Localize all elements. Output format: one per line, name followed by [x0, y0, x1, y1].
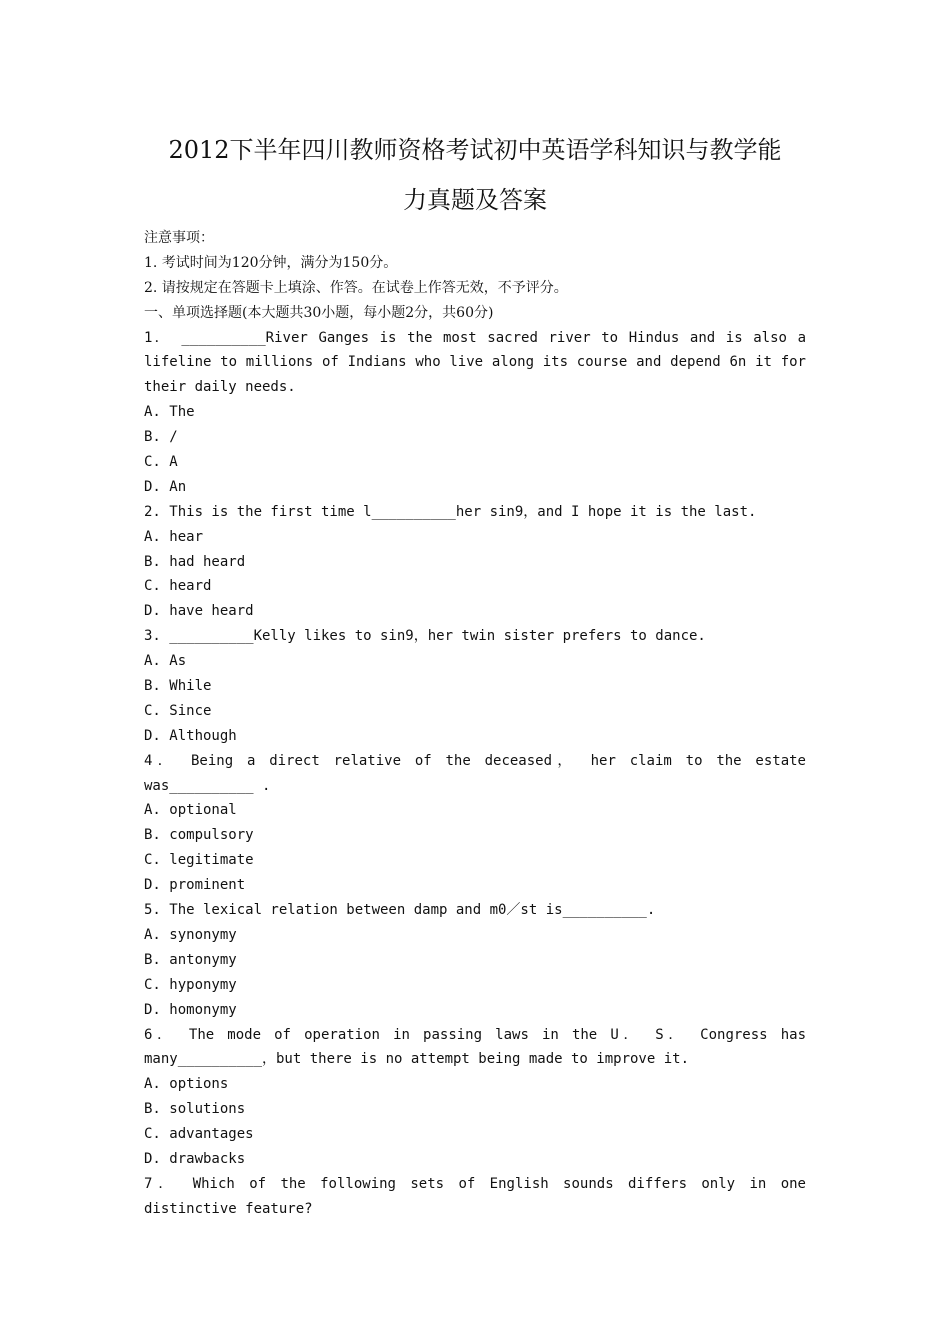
option-d: D. Although: [144, 727, 237, 744]
notes-item: 1. 考试时间为120分钟，满分为150分。: [144, 254, 398, 271]
option-b: B. solutions: [144, 1101, 246, 1118]
option-c: C. Since: [144, 702, 212, 719]
question-text-line: 2. This is the first time l__________her sin9，and I hope it is the last.: [144, 503, 757, 520]
question-text-line: many__________，but there is no attempt being made to improve it.: [144, 1051, 690, 1068]
question-1: [144, 326, 806, 500]
option-b: B. had heard: [144, 553, 246, 570]
page-title-line-1: 2012下半年四川教师资格考试初中英语学科知识与教学能: [168, 136, 782, 164]
question-text-line: 7． Which of the following sets of English sounds differs only in one: [144, 1175, 806, 1192]
option-c: C. heard: [144, 578, 212, 595]
option-a: A. As: [144, 653, 187, 670]
question-6: [144, 1023, 806, 1172]
section-heading: 一、单项选择题(本大题共30小题，每小题2分，共60分): [144, 304, 494, 321]
question-text-line: 3. __________Kelly likes to sin9，her twin sister prefers to dance.: [144, 628, 706, 645]
option-c: C. advantages: [144, 1126, 254, 1143]
page-title-line-2: 力真题及答案: [403, 186, 547, 214]
question-4: [144, 749, 806, 898]
question-3: [144, 624, 806, 748]
question-7: [144, 1172, 806, 1222]
option-c: C. legitimate: [144, 852, 254, 869]
question-text-line: 4． Being a direct relative of the deceased， her claim to the estate: [144, 752, 806, 769]
option-a: A. The: [144, 404, 195, 421]
option-b: B. antonymy: [144, 951, 237, 968]
document-body: [144, 226, 806, 1222]
option-c: C. hyponymy: [144, 976, 237, 993]
question-2: [144, 500, 806, 624]
option-a: A. options: [144, 1076, 229, 1093]
question-text-line: 1． __________River Ganges is the most sacred river to Hindus and is also a: [144, 329, 806, 346]
question-text-line: lifeline to millions of Indians who live along its course and depend 6n it for: [144, 354, 806, 371]
option-d: D. homonymy: [144, 1001, 237, 1018]
option-d: D. An: [144, 478, 187, 495]
question-text-line: distinctive feature?: [144, 1200, 313, 1217]
question-text-line: 5. The lexical relation between damp and m0／st is__________.: [144, 902, 656, 919]
notes-item: 2. 请按规定在答题卡上填涂、作答。在试卷上作答无效，不予评分。: [144, 279, 568, 296]
option-d: D. drawbacks: [144, 1150, 246, 1167]
question-5: [144, 898, 806, 1022]
option-c: C. A: [144, 454, 178, 471]
question-text-line: their daily needs.: [144, 379, 296, 396]
option-d: D. have heard: [144, 603, 254, 620]
option-b: B. While: [144, 678, 212, 695]
question-text-line: was__________ .: [144, 777, 271, 794]
question-text-line: 6． The mode of operation in passing laws in the U． S． Congress has: [144, 1026, 806, 1043]
option-b: B. /: [144, 429, 178, 446]
option-d: D. prominent: [144, 877, 246, 894]
option-a: A. synonymy: [144, 926, 237, 943]
option-a: A. optional: [144, 802, 237, 819]
notes-heading: 注意事项：: [144, 230, 214, 246]
option-b: B. compulsory: [144, 827, 254, 844]
option-a: A. hear: [144, 528, 204, 545]
